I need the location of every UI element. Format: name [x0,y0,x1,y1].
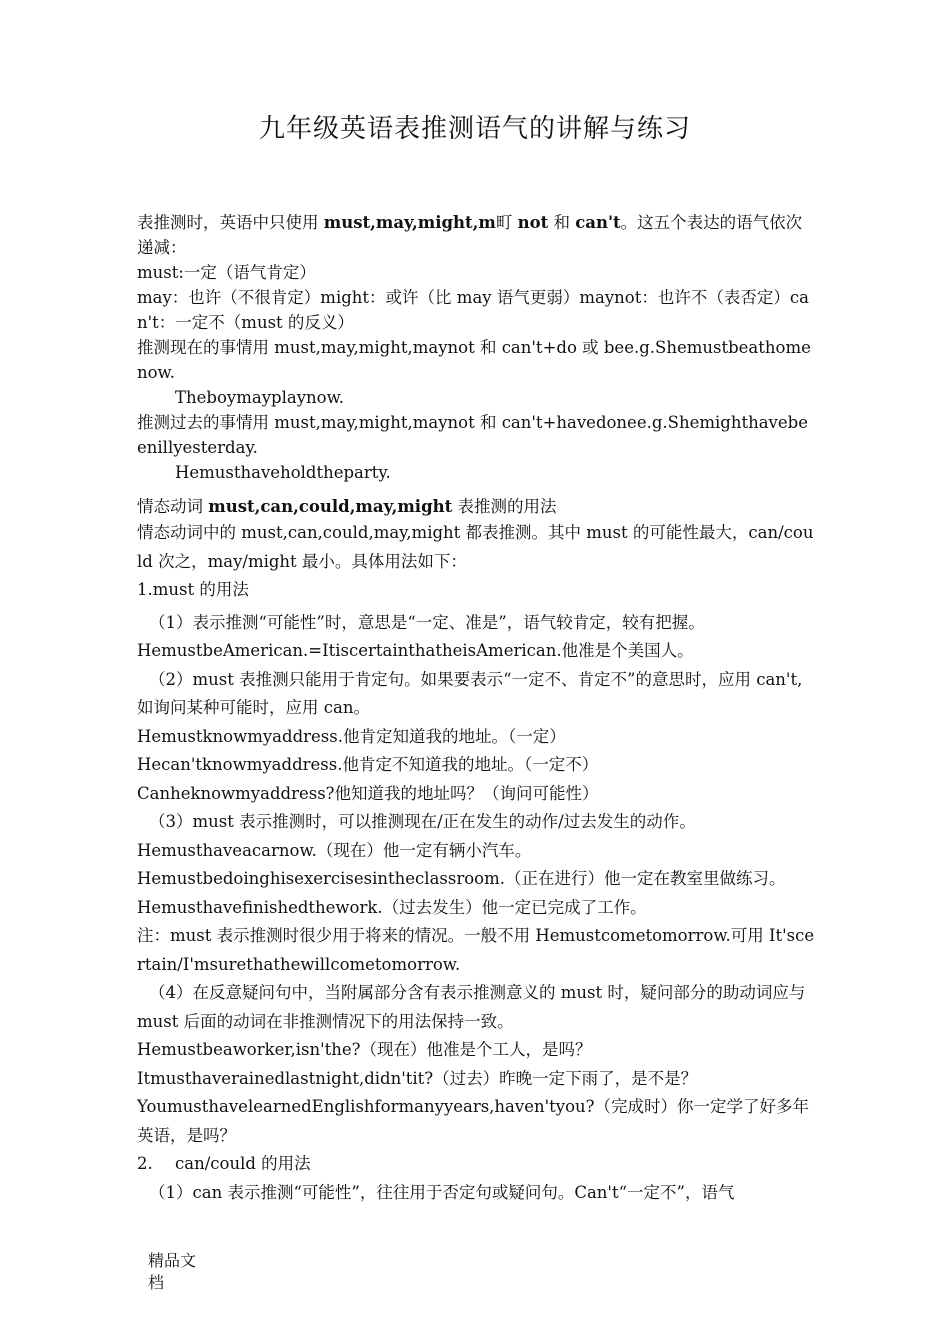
past-rule: 推测过去的事情用 must,may,might,maynot 和 can't+havedonee.g.Shemighthavebeenillyesterday. [137,413,808,457]
may-meaning: may：也许（不很肯定）might：或许（比 may 语气更弱）maynot：也许不（表否定）can't：一定不（must 的反义） [137,288,809,332]
section-heading-a: 情态动词 [137,497,209,516]
intro-modals: must,may,might,m [323,213,496,232]
must-point-3: （3）must 表示推测时，可以推测现在/正在发生的动作/过去发生的动作。 [149,812,696,831]
subheading-text: can/could 的用法 [175,1154,311,1173]
footer-line-2: 档 [148,1273,165,1292]
must-example-4a: Hemustbeaworker,isn'the?（现在）他准是个工人，是吗？ [137,1040,592,1059]
document-body [137,210,817,1207]
must-note: 注：must 表示推测时很少用于将来的情况。一般不用 Hemustcometomorrow.可用 It'scertain/I'msurethathewillcometomorrow. [137,926,815,974]
present-rule: 推测现在的事情用 must,may,might,maynot 和 can't+do 或 bee.g.Shemustbeathomenow. [137,338,811,382]
must-example-2c: Canheknowmyaddress?他知道我的地址吗？（询问可能性） [137,783,599,803]
must-point-4: （4）在反意疑问句中，当附属部分含有表示推测意义的 must 时，疑问部分的助动词应与 must 后面的动词在非推测情况下的用法保持一致。 [137,983,806,1031]
section-heading [137,494,817,519]
must-example-1: HemustbeAmerican.=ItiscertainthatheisAmerican.他准是个美国人。 [137,641,694,660]
intro-text-g: 。这五个表达的语气依次递减： [137,213,803,257]
must-point-1: （1）表示推测“可能性”时，意思是“一定、准是”，语气较肯定，较有把握。 [149,612,705,632]
intro-paragraph [137,210,817,260]
footer-line-1: 精品文 [148,1251,197,1270]
subheading-number: 2. [137,1154,153,1173]
must-meaning: must:一定（语气肯定） [137,263,316,282]
must-example-4c: YoumusthavelearnedEnglishformanyyears,haven'tyou?（完成时）你一定学了好多年英语，是吗？ [137,1097,809,1145]
must-example-3c: Hemusthavefinishedthework.（过去发生）他一定已完成了工作。 [137,897,647,917]
intro-text-a: 表推测时，英语中只使用 [137,213,324,232]
intro-not: not [517,213,549,232]
must-example-2b: Hecan'tknowmyaddress.他肯定不知道我的地址。（一定不） [137,755,599,774]
page-title: 九年级英语表推测语气的讲解与练习 [258,114,691,144]
section-heading-modals: must,can,could,may,might [208,497,453,516]
must-example-2a: Hemustknowmyaddress.他肯定知道我的地址。（一定） [137,726,566,746]
must-example-4b: Itmusthaverainedlastnight,didn'tit?（过去）昨晚一定下雨了，是不是？ [137,1068,698,1088]
present-example: Theboymayplaynow. [175,388,344,407]
section-summary: 情态动词中的 must,can,could,may,might 都表推测。其中 must 的可能性最大，can/could 次之，may/might 最小。具体用法如下： [137,523,814,571]
intro-text-e: 和 [548,213,576,232]
section-heading-c: 表推测的用法 [452,497,557,516]
must-example-3b: Hemustbedoinghisexercisesintheclassroom.（正在进行）他一定在教室里做练习。 [137,869,786,888]
must-example-3a: Hemusthaveacarnow.（现在）他一定有辆小汽车。 [137,840,532,860]
footer-watermark [148,1250,196,1294]
must-point-2: （2）must 表推测只能用于肯定句。如果要表示“一定不、肯定不”的意思时，应用 can't,如询问某种可能时，应用 can。 [137,669,803,717]
can-point-1: （1）can 表示推测“可能性”，往往用于否定句或疑问句。Can't“一定不”，语气 [149,1182,735,1202]
intro-text-c: 町 [495,213,518,232]
subheading-can-could [137,1150,817,1179]
past-example: Hemusthaveholdtheparty. [175,463,391,482]
intro-cant: can't [575,213,621,232]
subheading-must: 1.must 的用法 [137,580,249,599]
